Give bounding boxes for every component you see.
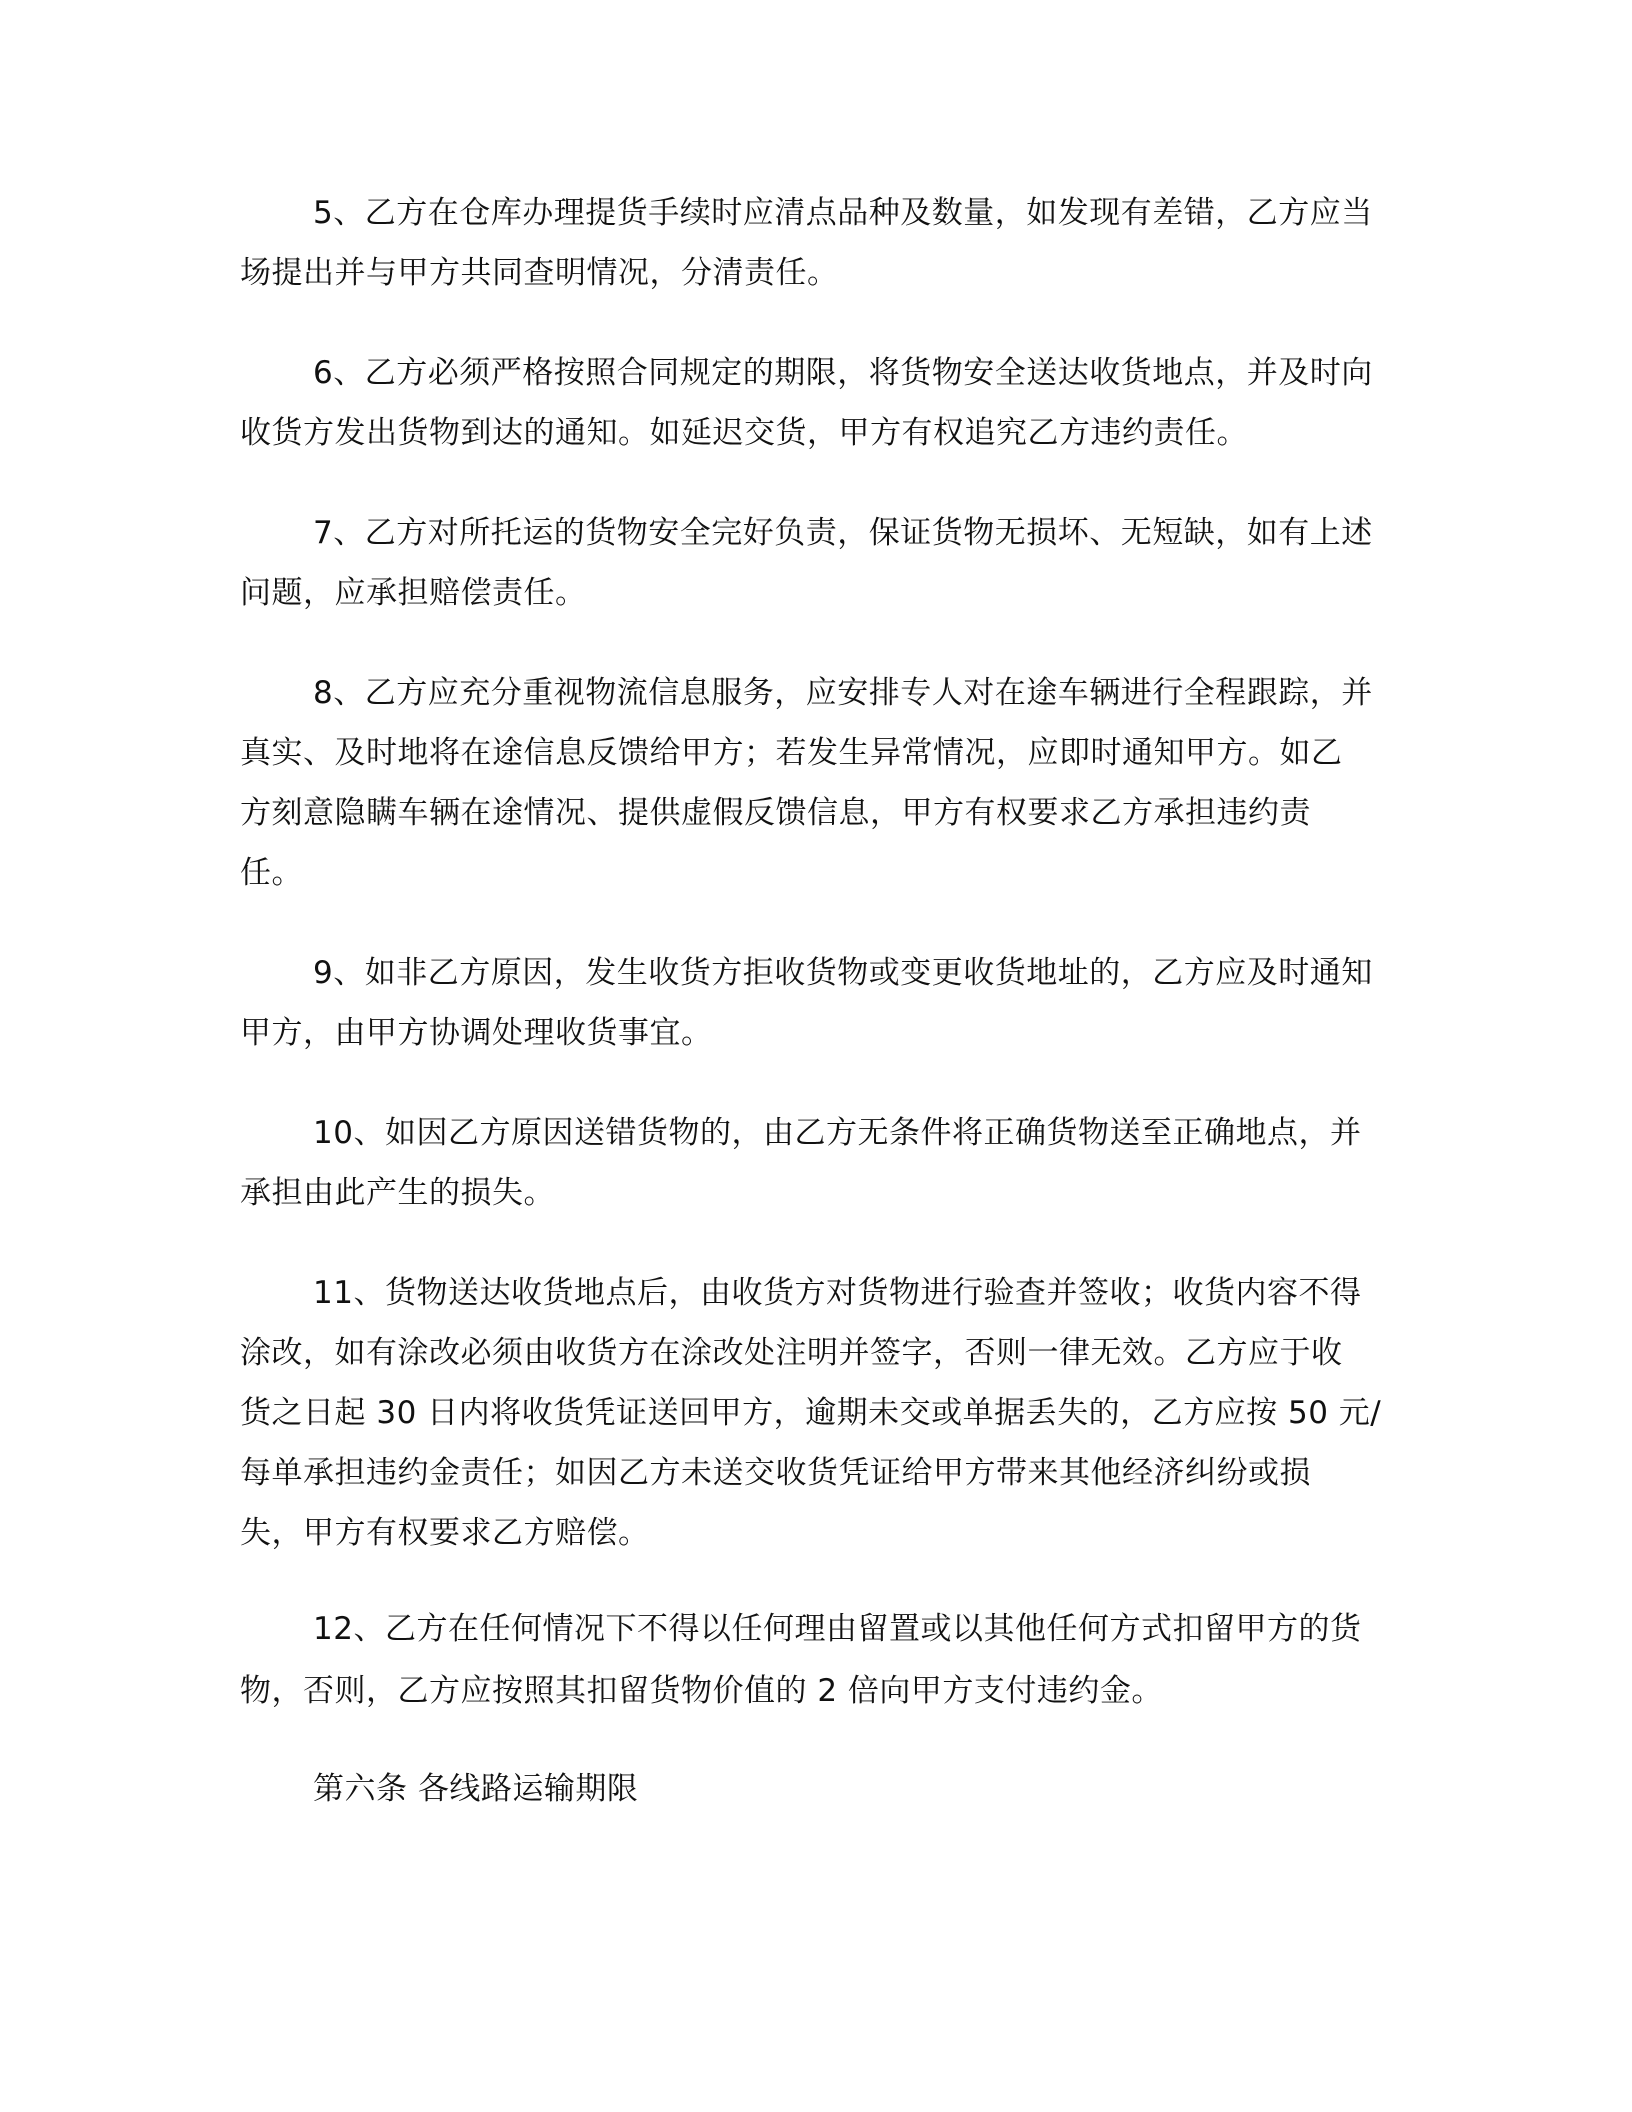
text-line: 方刻意隐瞒车辆在途情况、提供虚假反馈信息，甲方有权要求乙方承担违约责 [240,795,1311,831]
text-line: 货之日起 30 日内将收货凭证送回甲方，逾期未交或单据丢失的，乙方应按 50 元/ [240,1395,1382,1431]
text-line: 涂改，如有涂改必须由收货方在涂改处注明并签字，否则一律无效。乙方应于收 [240,1335,1343,1371]
text-line: 7、乙方对所托运的货物安全完好负责，保证货物无损坏、无短缺，如有上述 [313,515,1373,551]
text-line: 场提出并与甲方共同查明情况，分清责任。 [240,255,839,291]
text-line: 10、如因乙方原因送错货物的，由乙方无条件将正确货物送至正确地点，并 [313,1115,1362,1151]
text-line: 5、乙方在仓库办理提货手续时应清点品种及数量，如发现有差错，乙方应当 [313,195,1373,231]
text-line: 每单承担违约金责任；如因乙方未送交收货凭证给甲方带来其他经济纠纷或损 [240,1455,1311,1491]
text-line: 11、货物送达收货地点后，由收货方对货物进行验查并签收；收货内容不得 [313,1275,1362,1311]
text-line: 6、乙方必须严格按照合同规定的期限，将货物安全送达收货地点，并及时向 [313,355,1373,391]
text-line: 承担由此产生的损失。 [240,1175,555,1211]
text-line: 物，否则，乙方应按照其扣留货物价值的 2 倍向甲方支付违约金。 [240,1673,1163,1709]
text-line: 甲方，由甲方协调处理收货事宜。 [240,1015,713,1051]
text-line: 第六条 各线路运输期限 [313,1771,639,1807]
text-line: 失，甲方有权要求乙方赔偿。 [240,1515,650,1551]
text-line: 真实、及时地将在途信息反馈给甲方；若发生异常情况，应即时通知甲方。如乙 [240,735,1343,771]
text-line: 8、乙方应充分重视物流信息服务，应安排专人对在途车辆进行全程跟踪，并 [313,675,1373,711]
text-line: 问题，应承担赔偿责任。 [240,575,587,611]
text-line: 任。 [240,855,303,891]
text-line: 9、如非乙方原因，发生收货方拒收货物或变更收货地址的，乙方应及时通知 [313,955,1373,991]
text-line: 收货方发出货物到达的通知。如延迟交货，甲方有权追究乙方违约责任。 [240,415,1248,451]
text-line: 12、乙方在任何情况下不得以任何理由留置或以其他任何方式扣留甲方的货 [313,1611,1362,1647]
